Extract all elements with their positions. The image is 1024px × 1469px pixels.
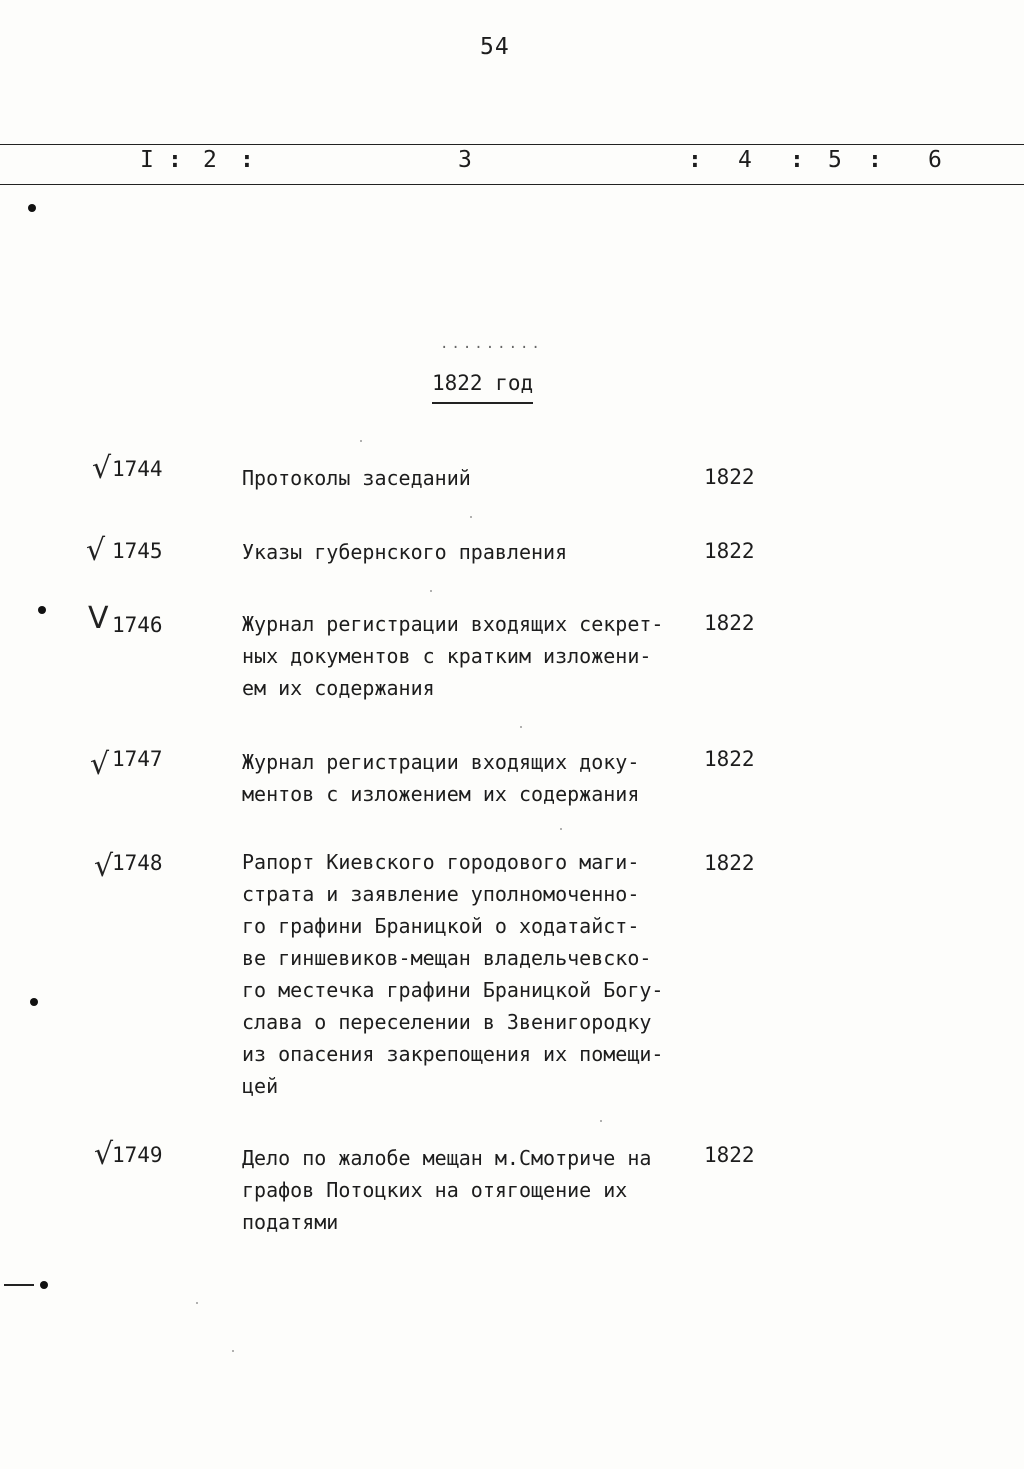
description-line: Дело по жалобе мещан м.Смотриче на — [242, 1146, 652, 1170]
entry-year: 1822 — [704, 747, 755, 771]
column-separator: : — [240, 147, 254, 173]
column-number-6: 6 — [928, 147, 942, 173]
scan-speck — [470, 516, 472, 518]
scan-speck — [520, 726, 522, 728]
description-line: из опасения закрепощения их помещи- — [242, 1042, 664, 1066]
checkmark-icon: √ — [90, 747, 110, 782]
description-line: слава о переселении в Звенигородку — [242, 1010, 652, 1034]
scan-speck — [232, 1350, 234, 1352]
description-line: графов Потоцких на отягощение их — [242, 1178, 628, 1202]
description-line: Журнал регистрации входящих секрет- — [242, 612, 664, 636]
column-separator: : — [868, 147, 882, 173]
checkmark-icon: √ — [92, 451, 112, 486]
entry-description — [242, 846, 692, 1102]
column-number-4: 4 — [738, 147, 752, 173]
entry-number: 1749 — [112, 1143, 163, 1167]
checkmark-icon: √ — [94, 1137, 114, 1172]
entry-year: 1822 — [704, 539, 755, 563]
header-rule-top — [0, 144, 1024, 145]
binding-hole-dot — [30, 998, 38, 1006]
entry-number: 1747 — [112, 747, 163, 771]
column-number-3: 3 — [458, 147, 472, 173]
entry-number: 1748 — [112, 851, 163, 875]
entry-number: 1745 — [112, 539, 163, 563]
year-heading: 1822 год — [432, 370, 533, 404]
scan-speck — [600, 1120, 602, 1122]
scan-speck — [360, 440, 362, 442]
description-line: ных документов с кратким изложени- — [242, 644, 652, 668]
column-number-2: 2 — [203, 147, 217, 173]
column-number-5: 5 — [828, 147, 842, 173]
description-line: го графини Браницкой о ходатайст- — [242, 914, 640, 938]
scan-speck — [560, 828, 562, 830]
checkmark-icon: √ — [94, 849, 114, 884]
checkmark-icon: √ — [86, 533, 106, 568]
entry-year: 1822 — [704, 465, 755, 489]
description-line: податями — [242, 1210, 339, 1234]
column-separator: : — [790, 147, 804, 173]
entry-description — [242, 536, 692, 568]
margin-pen-stroke — [4, 1284, 34, 1286]
entry-description — [242, 608, 692, 704]
column-separator: : — [688, 147, 702, 173]
description-line: ем их содержания — [242, 676, 435, 700]
entry-number: 1744 — [112, 457, 163, 481]
entry-year: 1822 — [704, 851, 755, 875]
binding-hole-dot — [28, 204, 36, 212]
entry-description — [242, 1142, 692, 1238]
description-line: ве гиншевиков-мещан владельчевско- — [242, 946, 652, 970]
description-line: цей — [242, 1074, 279, 1098]
description-line: Рапорт Киевского городового маги- — [242, 850, 640, 874]
description-line: Журнал регистрации входящих доку- — [242, 750, 640, 774]
entry-description — [242, 746, 692, 810]
checkmark-icon: V — [88, 601, 109, 636]
page-number: 54 — [480, 34, 510, 60]
scan-speck — [196, 1302, 198, 1304]
column-separator: : — [168, 147, 182, 173]
column-number-1: I — [140, 147, 154, 173]
description-line: ментов с изложением их содержания — [242, 782, 640, 806]
description-line: Указы губернского правления — [242, 540, 568, 564]
entry-number: 1746 — [112, 613, 163, 637]
entry-year: 1822 — [704, 611, 755, 635]
binding-hole-dot — [38, 606, 46, 614]
binding-hole-dot — [40, 1281, 48, 1289]
header-rule-bottom — [0, 184, 1024, 185]
scan-speck — [430, 590, 432, 592]
heading-dotted-line: ········· — [440, 340, 543, 356]
description-line: Протоколы заседаний — [242, 466, 471, 490]
entry-description — [242, 462, 692, 494]
entry-year: 1822 — [704, 1143, 755, 1167]
description-line: страта и заявление уполномоченно- — [242, 882, 640, 906]
description-line: го местечка графини Браницкой Богу- — [242, 978, 664, 1002]
